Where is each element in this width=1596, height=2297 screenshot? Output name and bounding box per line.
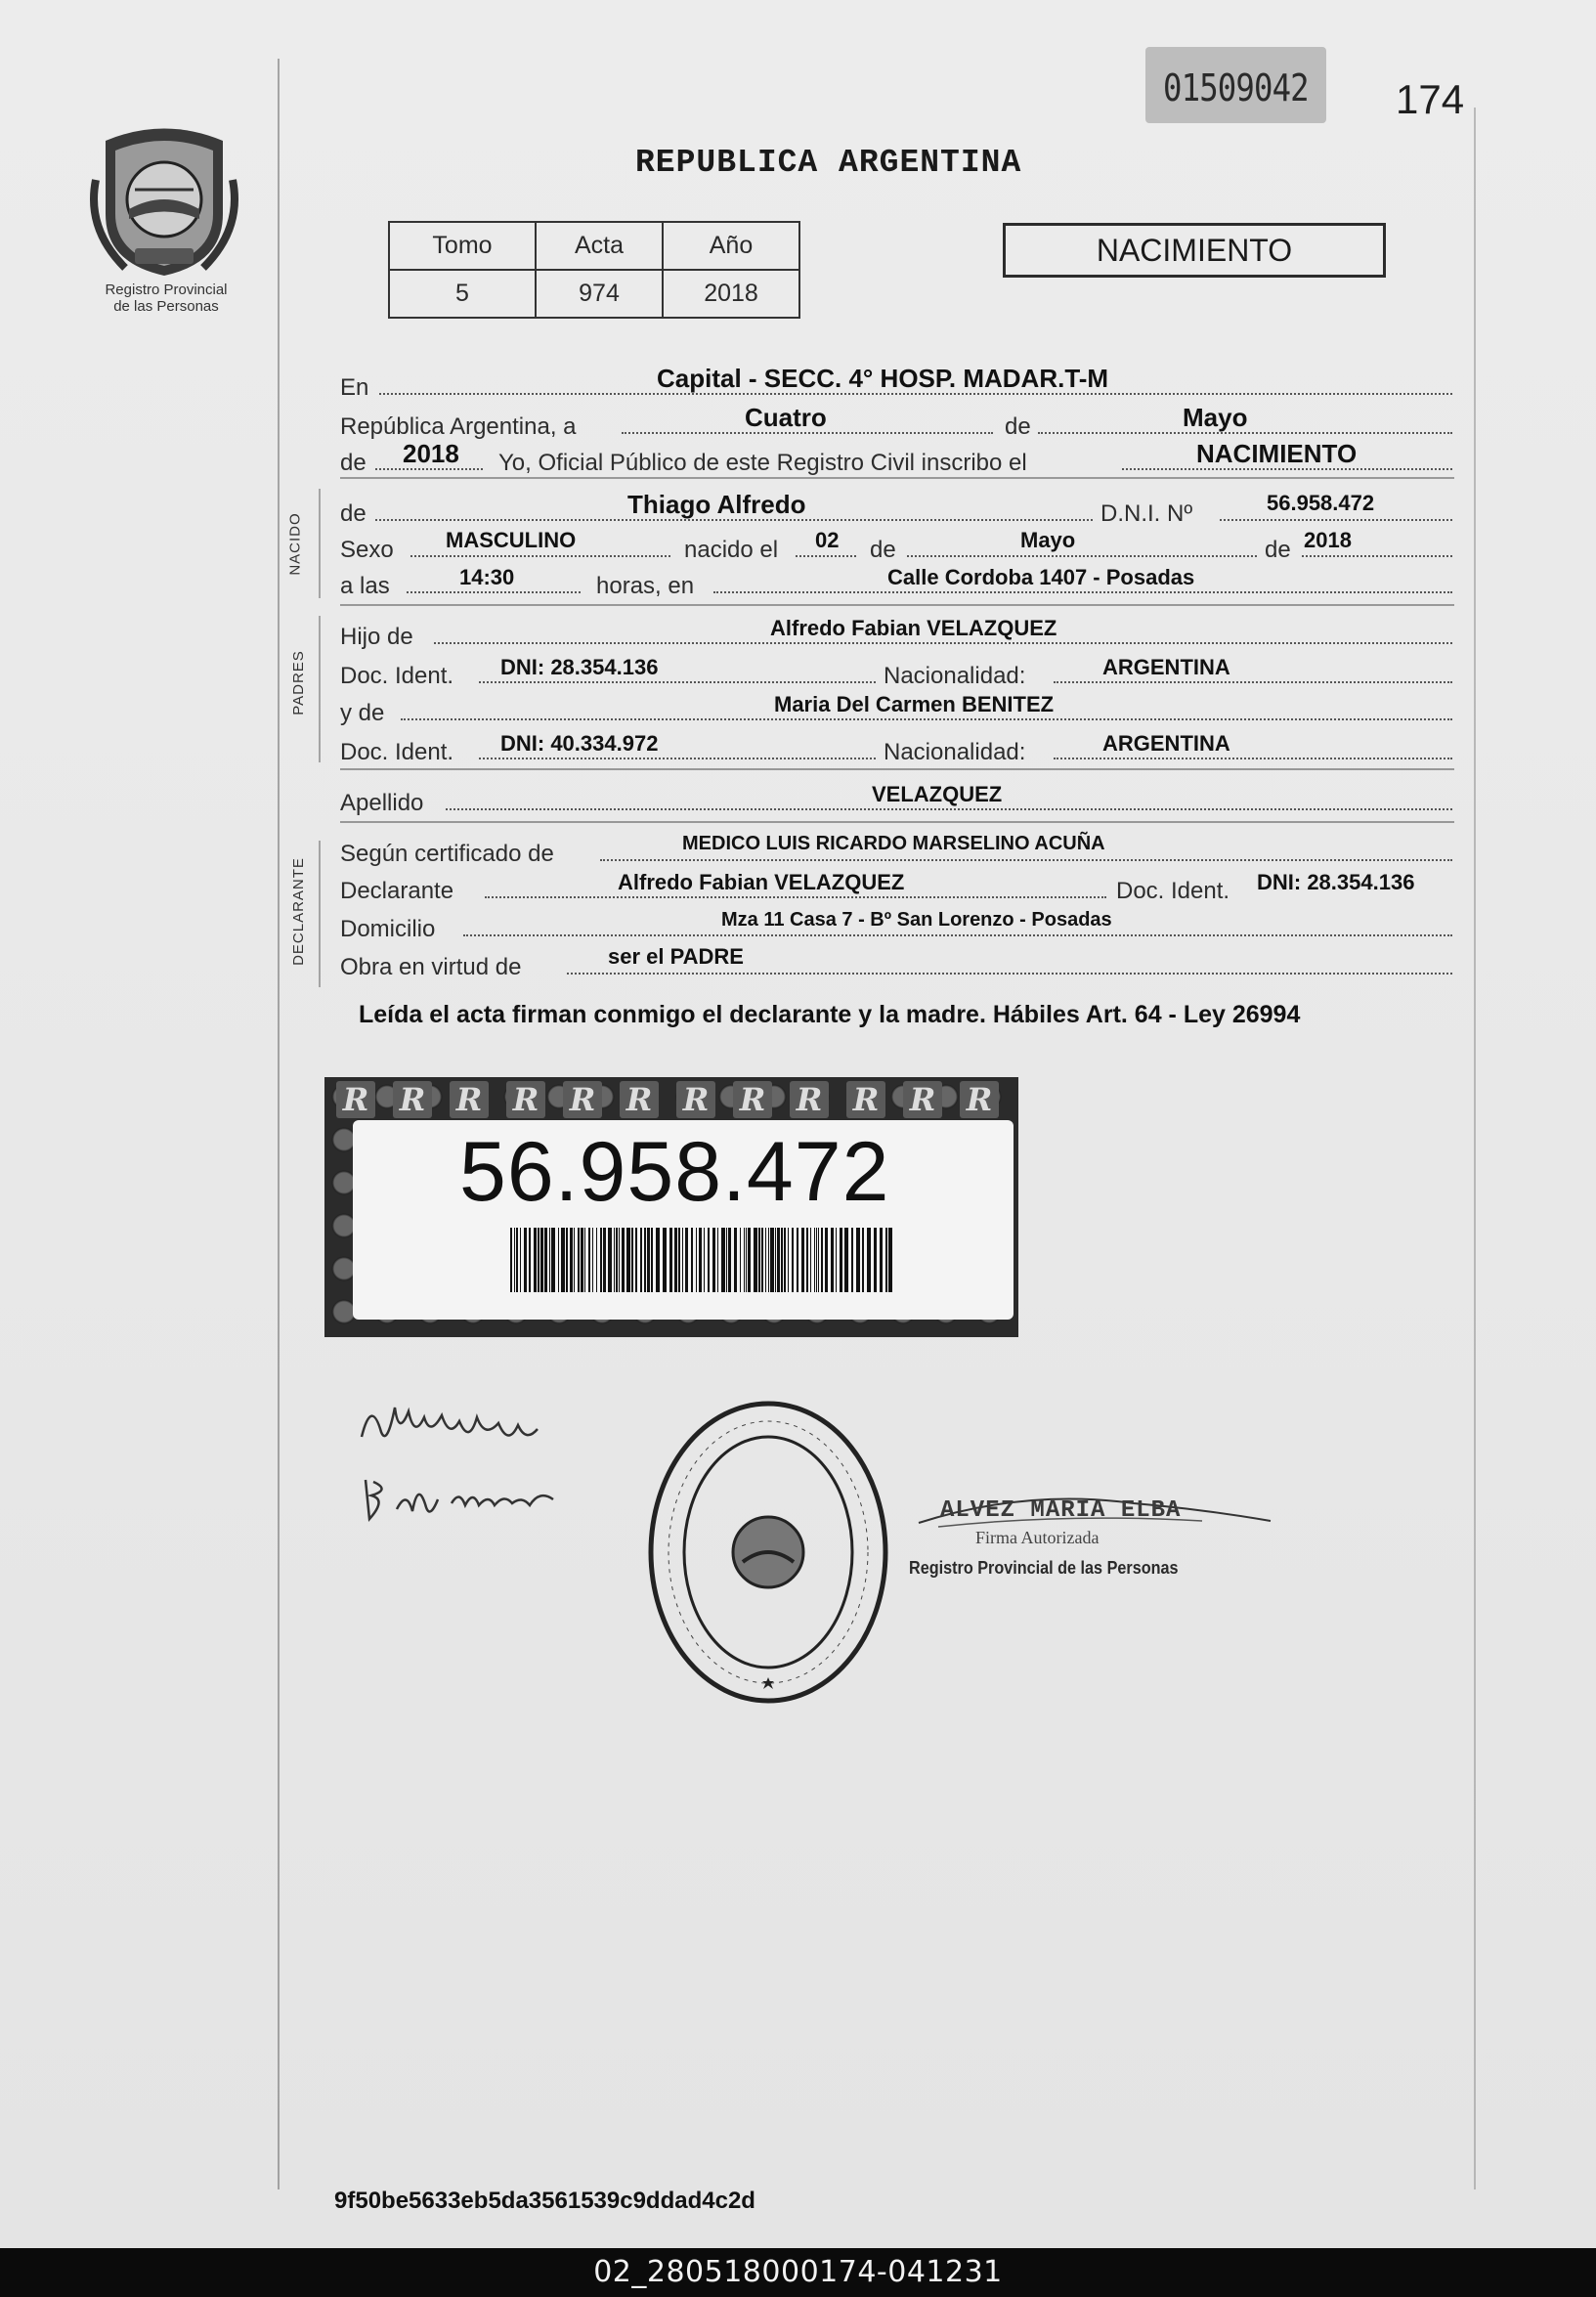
barcode-bar <box>581 1228 583 1292</box>
official-role: Firma Autorizada <box>975 1528 1100 1547</box>
pattern-letter: R <box>790 1081 829 1118</box>
surname-value: VELAZQUEZ <box>872 782 1003 806</box>
barcode-bar <box>867 1228 871 1292</box>
document-title: REPUBLICA ARGENTINA <box>635 145 1022 181</box>
barcode-bar <box>656 1228 660 1292</box>
barcode-bar <box>748 1228 751 1292</box>
id-label-dni: 56.958.472 <box>459 1125 890 1219</box>
barcode-bar <box>765 1228 766 1292</box>
barcode-bar <box>734 1228 737 1292</box>
barcode-bar <box>626 1228 630 1292</box>
act-type-box: NACIMIENTO <box>1003 223 1386 278</box>
birth-de-label: de <box>340 500 367 527</box>
birth-month: Mayo <box>1020 528 1076 552</box>
padres-bracket <box>319 616 321 762</box>
barcode-bar <box>754 1228 757 1292</box>
declarante-label: Declarante <box>340 878 454 904</box>
barcode-bar <box>685 1228 688 1292</box>
dotted-line <box>1054 681 1452 683</box>
pattern-letter: R <box>336 1081 375 1118</box>
barcode-bar <box>574 1228 575 1292</box>
serial-stamp: 01509042 <box>1163 66 1309 109</box>
right-margin-rule <box>1474 108 1476 2189</box>
dotted-line <box>485 896 1106 898</box>
barcode-bar <box>704 1228 705 1292</box>
barcode-bar <box>592 1228 593 1292</box>
barcode-bar <box>699 1228 702 1292</box>
intro-place: Capital - SECC. 4° HOSP. MADAR.T-M <box>657 364 1109 393</box>
dotted-line <box>796 555 856 557</box>
barcode-bar <box>856 1228 860 1292</box>
intro-year: 2018 <box>403 439 459 468</box>
intro-act-word: NACIMIENTO <box>1196 439 1358 468</box>
barcode-bar <box>777 1228 780 1292</box>
id-label-pattern <box>336 1081 1011 1118</box>
de-year-label: de <box>340 450 367 476</box>
section-separator <box>340 604 1454 606</box>
barcode-bar <box>814 1228 815 1292</box>
father-doc-label: Doc. Ident. <box>340 663 454 689</box>
barcode-bar <box>603 1228 606 1292</box>
dotted-line <box>446 808 1452 810</box>
barcode-bar <box>696 1228 697 1292</box>
barcode-bar <box>566 1228 568 1292</box>
acta-value: 974 <box>536 270 663 318</box>
barcode-bar <box>726 1228 727 1292</box>
barcode-bar <box>619 1228 620 1292</box>
emblem-caption <box>68 282 264 315</box>
certificate-value: MEDICO LUIS RICARDO MARSELINO ACUÑA <box>682 833 1105 854</box>
official-name: ALVEZ MARIA ELBA <box>940 1497 1182 1524</box>
barcode-bar <box>549 1228 550 1292</box>
barcode-bar <box>635 1228 637 1292</box>
dotted-line <box>600 859 1452 861</box>
de-label: de <box>1005 413 1031 440</box>
barcode-bar <box>801 1228 804 1292</box>
barcode-bar <box>744 1228 745 1292</box>
birth-de-label2: de <box>870 537 896 563</box>
barcode-bar <box>544 1228 547 1292</box>
emblem-caption-line1: Registro Provincial <box>105 282 228 298</box>
barcode-bar <box>708 1228 710 1292</box>
horas-label: horas, en <box>596 573 695 599</box>
file-id-bar: 02_280518000174-041231 <box>0 2248 1596 2297</box>
declarant-name: Alfredo Fabian VELAZQUEZ <box>618 870 905 894</box>
dotted-line <box>479 681 876 683</box>
dotted-line <box>479 758 876 759</box>
en-label: En <box>340 374 369 401</box>
barcode-bar <box>584 1228 585 1292</box>
barcode-bar <box>600 1228 602 1292</box>
dotted-line <box>410 555 670 557</box>
republica-label: República Argentina, a <box>340 413 577 440</box>
pattern-letter: R <box>563 1081 602 1118</box>
nacido-section-label: NACIDO <box>286 512 304 576</box>
barcode-bar <box>529 1228 531 1292</box>
child-sex: MASCULINO <box>446 528 577 552</box>
obra-value: ser el PADRE <box>608 944 744 969</box>
barcode-bar <box>538 1228 539 1292</box>
barcode-bar <box>524 1228 527 1292</box>
nacido-bracket <box>319 489 321 598</box>
child-name: Thiago Alfredo <box>627 490 806 519</box>
barcode-bar <box>651 1228 653 1292</box>
barcode-bar <box>810 1228 811 1292</box>
barcode-bar <box>836 1228 837 1292</box>
barcode-bar <box>631 1228 633 1292</box>
emblem-caption-line2: de las Personas <box>113 298 219 315</box>
barcode-bar <box>840 1228 842 1292</box>
obra-label: Obra en virtud de <box>340 954 522 980</box>
barcode-bar <box>608 1228 612 1292</box>
mother-doc-label: Doc. Ident. <box>340 739 454 765</box>
barcode-bar <box>792 1228 794 1292</box>
dotted-line <box>907 555 1257 557</box>
barcode-bar <box>717 1228 718 1292</box>
dotted-line <box>401 718 1452 720</box>
barcode <box>510 1228 897 1292</box>
hijo-de-label: Hijo de <box>340 624 413 650</box>
father-nationality: ARGENTINA <box>1102 655 1230 679</box>
barcode-bar <box>534 1228 537 1292</box>
father-nat-label: Nacionalidad: <box>884 663 1026 689</box>
barcode-bar <box>818 1228 819 1292</box>
barcode-bar <box>844 1228 848 1292</box>
barcode-bar <box>558 1228 559 1292</box>
pattern-letter: R <box>903 1081 942 1118</box>
barcode-bar <box>640 1228 642 1292</box>
barcode-bar <box>770 1228 774 1292</box>
intro-month: Mayo <box>1183 403 1248 432</box>
barcode-bar <box>516 1228 518 1292</box>
mother-nationality: ARGENTINA <box>1102 731 1230 756</box>
pattern-letter: R <box>846 1081 885 1118</box>
barcode-bar <box>712 1228 715 1292</box>
closing-statement: Leída el acta firman conmigo el declarante y la madre. Hábiles Art. 64 - Ley 26994 <box>359 1001 1301 1028</box>
padres-section-label: PADRES <box>289 650 307 715</box>
barcode-bar <box>825 1228 828 1292</box>
barcode-bar <box>578 1228 580 1292</box>
nacido-el-label: nacido el <box>684 537 779 563</box>
barcode-bar <box>788 1228 789 1292</box>
barcode-bar <box>678 1228 680 1292</box>
pattern-letter: R <box>733 1081 772 1118</box>
father-signature <box>352 1388 567 1456</box>
officer-text: Yo, Oficial Público de este Registro Civil inscribo el <box>498 450 1027 476</box>
barcode-bar <box>851 1228 853 1292</box>
reference-table <box>388 221 800 319</box>
barcode-bar <box>622 1228 625 1292</box>
provincial-emblem-icon <box>86 121 242 278</box>
section-separator <box>340 477 1454 479</box>
dotted-line <box>407 591 581 593</box>
pattern-letter: R <box>506 1081 545 1118</box>
barcode-bar <box>647 1228 650 1292</box>
father-name: Alfredo Fabian VELAZQUEZ <box>770 616 1057 640</box>
child-dni: 56.958.472 <box>1267 491 1375 515</box>
pattern-letter: R <box>450 1081 489 1118</box>
barcode-bar <box>761 1228 763 1292</box>
official-seal <box>645 1396 891 1709</box>
barcode-bar <box>614 1228 615 1292</box>
father-doc: DNI: 28.354.136 <box>500 655 659 679</box>
section-separator <box>340 821 1454 823</box>
dotted-line <box>1220 519 1452 521</box>
barcode-bar <box>781 1228 783 1292</box>
declarante-section-label: DECLARANTE <box>289 857 307 966</box>
barcode-bar <box>570 1228 573 1292</box>
mother-nat-label: Nacionalidad: <box>884 739 1026 765</box>
page-number: 174 <box>1396 76 1465 122</box>
barcode-bar <box>510 1228 512 1292</box>
tomo-value: 5 <box>389 270 536 318</box>
dotted-line <box>567 973 1452 975</box>
intro-day: Cuatro <box>745 403 827 432</box>
declarant-doc: DNI: 28.354.136 <box>1257 870 1415 894</box>
barcode-bar <box>821 1228 823 1292</box>
mother-doc: DNI: 40.334.972 <box>500 731 659 756</box>
barcode-bar <box>816 1228 817 1292</box>
barcode-bar <box>561 1228 565 1292</box>
barcode-bar <box>728 1228 731 1292</box>
declarant-doc-label: Doc. Ident. <box>1116 878 1230 904</box>
apellido-label: Apellido <box>340 790 424 816</box>
dotted-line <box>1302 555 1452 557</box>
anio-value: 2018 <box>663 270 799 318</box>
alas-label: a las <box>340 573 390 599</box>
left-margin-rule <box>278 59 280 2189</box>
mother-signature <box>358 1460 573 1529</box>
barcode-bar <box>669 1228 672 1292</box>
birth-time: 14:30 <box>459 565 515 589</box>
barcode-bar <box>746 1228 747 1292</box>
declarante-bracket <box>319 841 321 987</box>
barcode-bar <box>806 1228 808 1292</box>
barcode-bar <box>885 1228 887 1292</box>
barcode-bar <box>740 1228 741 1292</box>
y-de-label: y de <box>340 700 385 726</box>
barcode-bar <box>880 1228 883 1292</box>
pattern-letter: R <box>676 1081 715 1118</box>
barcode-bar <box>644 1228 646 1292</box>
barcode-bar <box>540 1228 543 1292</box>
pattern-letter: R <box>620 1081 659 1118</box>
section-separator <box>340 768 1454 770</box>
barcode-bar <box>682 1228 683 1292</box>
dotted-line <box>1054 758 1452 759</box>
birth-day: 02 <box>815 528 840 552</box>
barcode-bar <box>831 1228 834 1292</box>
barcode-bar <box>596 1228 597 1292</box>
birth-de-label3: de <box>1265 537 1291 563</box>
acta-header: Acta <box>536 222 663 270</box>
official-organization: Registro Provincial de las Personas <box>909 1558 1179 1578</box>
mother-name: Maria Del Carmen BENITEZ <box>774 692 1055 716</box>
barcode-bar <box>768 1228 769 1292</box>
dotted-line <box>434 642 1452 644</box>
barcode-bar <box>588 1228 590 1292</box>
barcode-bar <box>551 1228 555 1292</box>
barcode-bar <box>616 1228 618 1292</box>
barcode-bar <box>862 1228 864 1292</box>
pattern-letter: R <box>960 1081 999 1118</box>
barcode-bar <box>758 1228 760 1292</box>
barcode-bar <box>775 1228 776 1292</box>
barcode-bar <box>874 1228 877 1292</box>
barcode-bar <box>721 1228 725 1292</box>
anio-header: Año <box>663 222 799 270</box>
barcode-bar <box>691 1228 693 1292</box>
sexo-label: Sexo <box>340 537 394 563</box>
barcode-bar <box>663 1228 667 1292</box>
tomo-header: Tomo <box>389 222 536 270</box>
document-hash: 9f50be5633eb5da3561539c9ddad4c2d <box>334 2188 755 2214</box>
domicilio-label: Domicilio <box>340 916 436 942</box>
birth-year: 2018 <box>1304 528 1352 552</box>
certificado-label: Según certificado de <box>340 841 554 867</box>
barcode-bar <box>520 1228 521 1292</box>
barcode-bar <box>784 1228 786 1292</box>
barcode-bar <box>797 1228 798 1292</box>
address-value: Mza 11 Casa 7 - Bº San Lorenzo - Posadas <box>721 909 1112 931</box>
barcode-bar <box>674 1228 677 1292</box>
barcode-bar <box>888 1228 892 1292</box>
dotted-line <box>713 591 1452 593</box>
birth-place: Calle Cordoba 1407 - Posadas <box>887 565 1195 589</box>
barcode-bar <box>514 1228 515 1292</box>
pattern-letter: R <box>393 1081 432 1118</box>
dotted-line <box>463 934 1452 936</box>
dni-label: D.N.I. Nº <box>1100 500 1193 527</box>
